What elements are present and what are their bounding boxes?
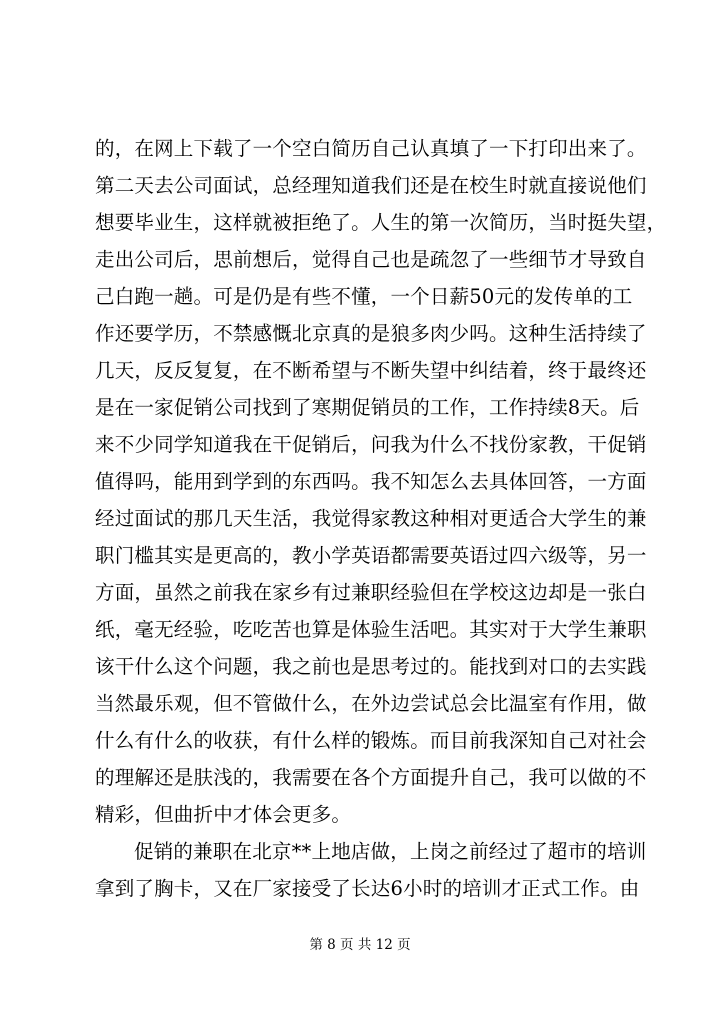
text-line: 走出公司后，思前想后，觉得自己也是疏忽了一些细节才导致自 (95, 248, 647, 271)
text-line: 该干什么这个问题，我之前也是思考过的。能找到对口的去实践 (95, 655, 647, 678)
text-line: 想要毕业生，这样就被拒绝了。人生的第一次简历，当时挺失望， (95, 211, 667, 234)
document-body (95, 130, 667, 907)
text-line: 己白跑一趟。可是仍是有些不懂，一个日薪50元的发传单的工 (95, 285, 633, 308)
paragraph (95, 833, 647, 907)
text-line: 作还要学历，不禁感慨北京真的是狼多肉少吗。这种生活持续了 (95, 322, 647, 345)
text-line: 的，在网上下载了一个空白简历自己认真填了一下打印出来了。 (95, 137, 647, 160)
text-line: 职门槛其实是更高的，教小学英语都需要英语过四六级等，另一 (95, 544, 647, 567)
text-line: 几天，反反复复，在不断希望与不断失望中纠结着，终于最终还 (95, 359, 647, 382)
text-line: 什么有什么的收获，有什么样的锻炼。而目前我深知自己对社会 (95, 729, 647, 752)
text-line: 促销的兼职在北京**上地店做，上岗之前经过了超市的培训 (134, 840, 647, 863)
text-line: 当然最乐观，但不管做什么，在外边尝试总会比温室有作用，做 (95, 692, 647, 715)
text-line: 经过面试的那几天生活，我觉得家教这种相对更适合大学生的兼 (95, 507, 647, 530)
text-line: 纸，毫无经验，吃吃苦也算是体验生活吧。其实对于大学生兼职 (95, 618, 647, 641)
text-line: 是在一家促销公司找到了寒期促销员的工作，工作持续8天。后 (95, 396, 640, 419)
text-line: 精彩，但曲折中才体会更多。 (95, 803, 352, 826)
text-line: 方面，虽然之前我在家乡有过兼职经验但在学校这边却是一张白 (95, 581, 647, 604)
paragraph (95, 130, 667, 833)
page-number-footer: 第 8 页 共 12 页 (309, 937, 411, 953)
text-line: 第二天去公司面试，总经理知道我们还是在校生时就直接说他们 (95, 174, 647, 197)
text-line: 值得吗，能用到学到的东西吗。我不知怎么去具体回答，一方面 (95, 470, 647, 493)
text-line: 的理解还是肤浅的，我需要在各个方面提升自己，我可以做的不 (95, 766, 647, 789)
text-line: 拿到了胸卡，又在厂家接受了长达6小时的培训才正式工作。由 (95, 877, 640, 900)
text-line: 来不少同学知道我在干促销后，问我为什么不找份家教，干促销 (95, 433, 647, 456)
